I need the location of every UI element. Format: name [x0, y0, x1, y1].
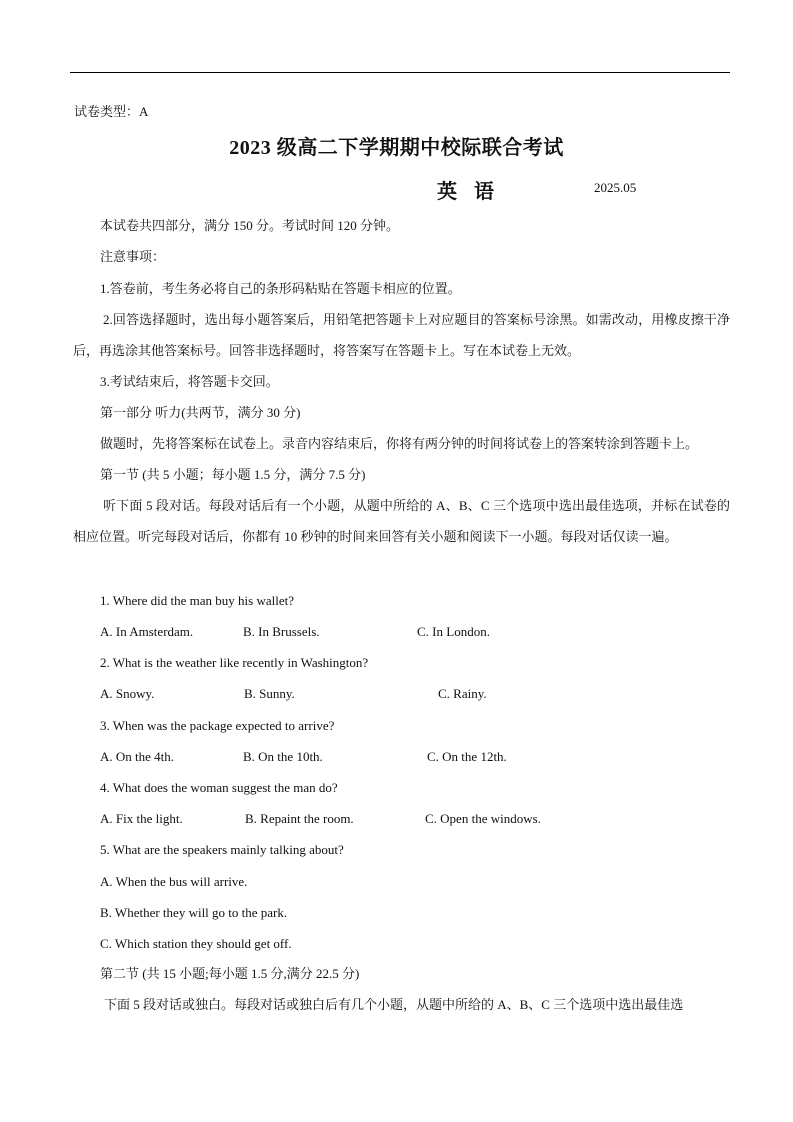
section1-instruction: 听下面 5 段对话。每段对话后有一个小题，从题中所给的 A、B、C 三个选项中选出最佳选项，并标在试卷的相应位置。听完每段对话后，你都有 10 秒钟的时间来回答有关小题和阅读下一小题。每段对话仅读一遍。	[73, 498, 730, 544]
option-3b: B. On the 10th.	[243, 749, 323, 764]
notes-heading: 注意事项：	[100, 249, 166, 264]
part1-heading: 第一部分 听力(共两节，满分 30 分)	[100, 405, 301, 420]
exam-title: 2023 级高二下学期期中校际联合考试	[229, 137, 564, 159]
option-2a: A. Snowy.	[100, 686, 155, 701]
part1-instruction: 做题时，先将答案标在试卷上。录音内容结束后，你将有两分钟的时间将试卷上的答案转涂到答题卡上。	[100, 436, 699, 451]
question-4: 4. What does the woman suggest the man do?	[100, 780, 338, 795]
top-rule	[70, 72, 730, 73]
question-5: 5. What are the speakers mainly talking about?	[100, 842, 344, 857]
option-2c: C. Rainy.	[438, 686, 487, 701]
option-5b: B. Whether they will go to the park.	[100, 905, 288, 920]
option-1b: B. In Brussels.	[243, 624, 320, 639]
subject-title: 英 语	[437, 181, 500, 203]
option-1a: A. In Amsterdam.	[100, 624, 194, 639]
exam-date: 2025.05	[594, 180, 637, 195]
note-1: 1.答卷前，考生务必将自己的条形码粘贴在答题卡相应的位置。	[100, 281, 461, 296]
section2-instruction: 下面 5 段对话或独白。每段对话或独白后有几个小题，从题中所给的 A、B、C 三个选项中选出最佳选	[104, 997, 684, 1012]
paper-type: 试卷类型：A	[74, 104, 149, 119]
question-2: 2. What is the weather like recently in Washington?	[100, 655, 369, 670]
note-3: 3.考试结束后，将答题卡交回。	[100, 374, 279, 389]
option-5a: A. When the bus will arrive.	[100, 874, 248, 889]
section1-heading: 第一节 (共 5 小题；每小题 1.5 分，满分 7.5 分)	[100, 467, 366, 482]
option-1c: C. In London.	[417, 624, 490, 639]
option-3c: C. On the 12th.	[427, 749, 507, 764]
option-4b: B. Repaint the room.	[245, 811, 354, 826]
question-1: 1. Where did the man buy his wallet?	[100, 593, 294, 608]
question-3: 3. When was the package expected to arrive?	[100, 718, 335, 733]
option-3a: A. On the 4th.	[100, 749, 175, 764]
exam-summary: 本试卷共四部分，满分 150 分。考试时间 120 分钟。	[100, 218, 400, 233]
section2-heading: 第二节 (共 15 小题;每小题 1.5 分,满分 22.5 分)	[100, 966, 360, 981]
note-2: 2.回答选择题时，选出每小题答案后，用铅笔把答题卡上对应题目的答案标号涂黑。如需改动，用橡皮擦干净后，再选涂其他答案标号。回答非选择题时，将答案写在答题卡上。写在本试卷上无效。	[73, 312, 730, 358]
option-4c: C. Open the windows.	[425, 811, 541, 826]
option-4a: A. Fix the light.	[100, 811, 183, 826]
option-2b: B. Sunny.	[244, 686, 295, 701]
option-5c: C. Which station they should get off.	[100, 936, 292, 951]
